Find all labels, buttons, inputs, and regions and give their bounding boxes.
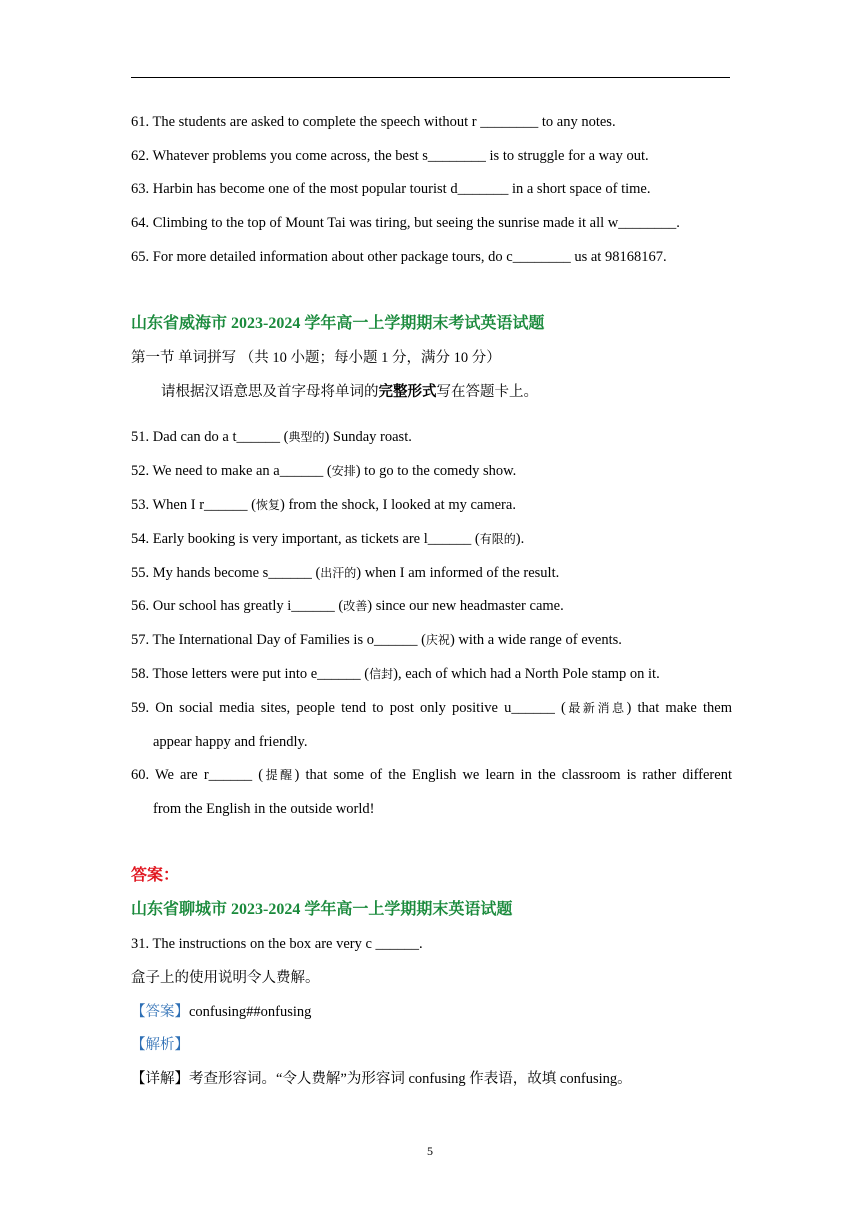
answer-line (131, 1003, 311, 1021)
question-51: 51. Dad can do a t______ (典型的) Sunday roast. (131, 429, 412, 445)
question-31: 31. The instructions on the box are very c ______. (131, 936, 423, 952)
translation: 盒子上的使用说明令人费解。 (131, 970, 320, 986)
header-rule (131, 77, 730, 78)
question-63: 63. Harbin has become one of the most popular tourist d_______ in a short space of time. (131, 181, 651, 197)
analysis-tag: 【解析】 (131, 1037, 189, 1053)
question-55: 55. My hands become s______ (出汗的) when I am informed of the result. (131, 565, 560, 581)
question-58: 58. Those letters were put into e______ (信封), each of which had a North Pole stamp on it. (131, 666, 660, 682)
question-62: 62. Whatever problems you come across, the best s________ is to struggle for a way out. (131, 148, 649, 164)
section-subtitle: 第一节 单词拼写 （共 10 小题；每小题 1 分，满分 10 分） (131, 350, 501, 366)
question-65: 65. For more detailed information about other package tours, do c________ us at 98168167. (131, 249, 667, 265)
question-52: 52. We need to make an a______ (安排) to go to the comedy show. (131, 463, 517, 479)
answer-text: confusing##onfusing (189, 1004, 312, 1020)
question-59-continued: appear happy and friendly. (153, 734, 308, 750)
question-60: 60. We are r______ (提醒) that some of the English we learn in the classroom is rather different (131, 767, 732, 783)
section-title-weihai: 山东省威海市 2023-2024 学年高一上学期期末考试英语试题 (131, 315, 545, 332)
question-54: 54. Early booking is very important, as tickets are l______ (有限的). (131, 531, 525, 547)
detail-explanation: 【详解】考查形容词。“令人费解”为形容词 confusing 作表语，故填 confusing。 (131, 1071, 632, 1087)
instruction: 请根据汉语意思及首字母将单词的完整形式写在答题卡上。 (161, 384, 538, 400)
question-64: 64. Climbing to the top of Mount Tai was tiring, but seeing the sunrise made it all w________. (131, 215, 680, 231)
question-56: 56. Our school has greatly i______ (改善) since our new headmaster came. (131, 598, 564, 614)
answer-tag: 【答案】 (131, 1004, 189, 1020)
question-53: 53. When I r______ (恢复) from the shock, I looked at my camera. (131, 497, 516, 513)
question-57: 57. The International Day of Families is o______ (庆祝) with a wide range of events. (131, 632, 622, 648)
answers-heading: 答案： (131, 867, 180, 884)
question-59: 59. On social media sites, people tend to post only positive u______ (最新消息) that make them (131, 700, 732, 716)
question-61: 61. The students are asked to complete the speech without r ________ to any notes. (131, 114, 616, 130)
page-number: 5 (427, 1144, 433, 1158)
section-title-liaocheng: 山东省聊城市 2023-2024 学年高一上学期期末英语试题 (131, 901, 513, 918)
question-60-continued: from the English in the outside world! (153, 801, 375, 817)
